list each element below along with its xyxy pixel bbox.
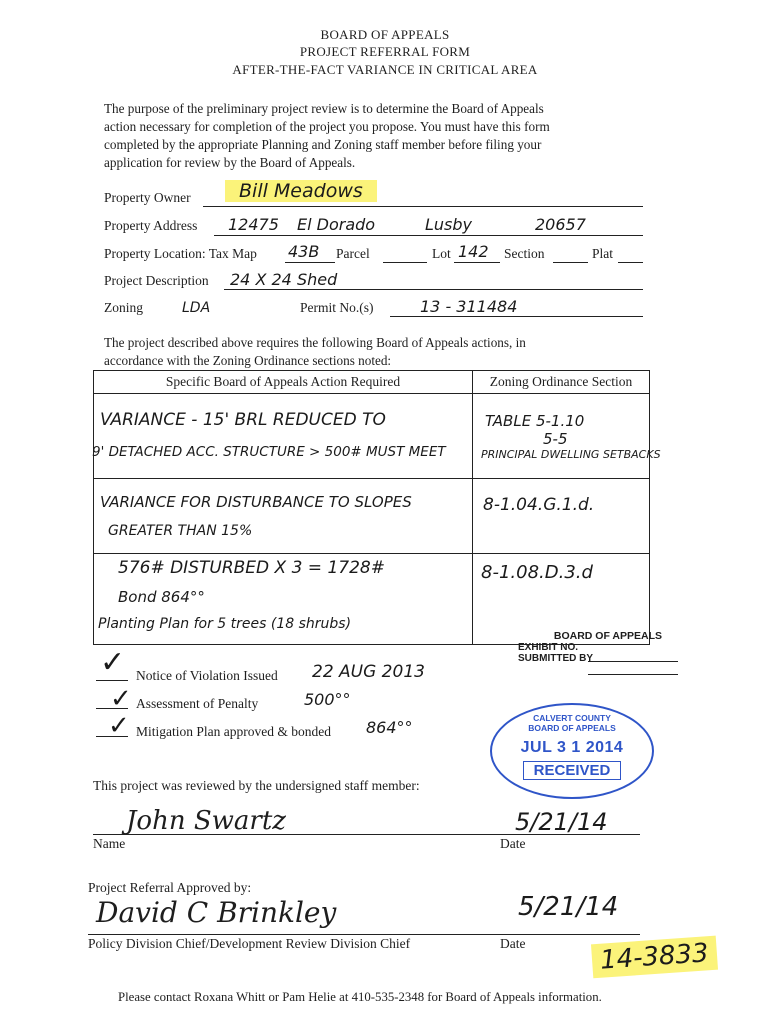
section-text: 8-1.08.D.3.d bbox=[481, 562, 593, 583]
violation-label: Notice of Violation Issued bbox=[136, 668, 278, 683]
requirement-line: The project described above requires the following Board of Appeals actions, in bbox=[104, 335, 526, 350]
received-stamp bbox=[490, 703, 654, 799]
action-text: Bond 864°° bbox=[118, 588, 205, 606]
address-zip: 20657 bbox=[535, 215, 586, 234]
checklist-line bbox=[96, 708, 128, 709]
requirement-line: accordance with the Zoning Ordinance sections noted: bbox=[104, 353, 392, 368]
checkmark-icon: ✓ bbox=[110, 684, 132, 714]
action-cell bbox=[94, 479, 473, 554]
action-text: VARIANCE - 15' BRL REDUCED TO bbox=[100, 410, 386, 430]
section-line bbox=[553, 262, 588, 263]
stamp-submitted: SUBMITTED BY bbox=[518, 653, 593, 664]
table-header-row bbox=[94, 371, 650, 394]
name-label: Name bbox=[93, 836, 126, 851]
name-line bbox=[93, 834, 640, 835]
col-header-section: Zoning Ordinance Section bbox=[473, 371, 650, 394]
tax-map-line bbox=[285, 262, 335, 263]
table-row bbox=[94, 394, 650, 479]
action-cell bbox=[94, 394, 473, 479]
section-text: 5-5 bbox=[543, 430, 568, 448]
penalty-value: 500°° bbox=[304, 690, 351, 709]
description-line bbox=[224, 289, 643, 290]
intro-line: The purpose of the preliminary project review is to determine the Board of Appeals bbox=[104, 101, 544, 116]
owner-value: Bill Meadows bbox=[225, 180, 377, 202]
table-row bbox=[94, 479, 650, 554]
received-label: RECEIVED bbox=[523, 761, 621, 780]
parcel-label: Parcel bbox=[336, 246, 370, 261]
address-city: Lusby bbox=[425, 215, 473, 234]
stamp-exhibit: EXHIBIT NO. bbox=[518, 642, 579, 653]
received-board: BOARD OF APPEALS bbox=[528, 723, 616, 733]
chief-line bbox=[88, 934, 640, 935]
intro-paragraph bbox=[104, 100, 649, 172]
actions-table bbox=[92, 370, 661, 645]
checkmark-icon: ✓ bbox=[108, 711, 130, 741]
section-text: 8-1.04.G.1.d. bbox=[483, 495, 595, 515]
action-text: GREATER THAN 15% bbox=[108, 523, 253, 539]
chief-signature: David C Brinkley bbox=[96, 896, 337, 929]
stamp-title: BOARD OF APPEALS bbox=[553, 630, 662, 642]
intro-line: application for review by the Board of Appeals. bbox=[104, 155, 356, 170]
checklist-line bbox=[96, 736, 128, 737]
owner-label: Property Owner bbox=[104, 190, 191, 205]
description-label: Project Description bbox=[104, 273, 209, 288]
footer-contact: Please contact Roxana Whitt or Pam Helie at 410-535-2348 for Board of Appeals information. bbox=[118, 990, 602, 1004]
penalty-label: Assessment of Penalty bbox=[136, 696, 259, 711]
description-value: 24 X 24 Shed bbox=[230, 270, 338, 289]
action-cell bbox=[94, 554, 473, 645]
permit-label: Permit No.(s) bbox=[300, 300, 374, 315]
exhibit-stamp bbox=[518, 630, 678, 664]
lot-value: 142 bbox=[458, 242, 489, 261]
zoning-value: LDA bbox=[182, 300, 211, 316]
case-number: 14-3833 bbox=[591, 936, 718, 979]
parcel-line bbox=[383, 262, 427, 263]
action-text: 9' DETACHED ACC. STRUCTURE > 500# MUST MEET bbox=[92, 444, 446, 460]
address-line bbox=[214, 235, 643, 236]
review-statement: This project was reviewed by the undersigned staff member: bbox=[93, 778, 420, 793]
checkmark-icon: ✓ bbox=[100, 645, 126, 680]
form-title-line-1: BOARD OF APPEALS bbox=[320, 27, 450, 42]
intro-line: action necessary for completion of the project you propose. You must have this form bbox=[104, 119, 550, 134]
section-text: TABLE 5-1.10 bbox=[485, 412, 585, 430]
lot-line bbox=[454, 262, 500, 263]
staff-signature: John Swartz bbox=[126, 806, 286, 836]
received-date: JUL 3 1 2014 bbox=[520, 739, 624, 756]
stamp-submitted-line bbox=[588, 674, 678, 675]
staff-sign-date: 5/21/14 bbox=[515, 808, 608, 836]
plat-line bbox=[618, 262, 643, 263]
chief-sign-date: 5/21/14 bbox=[518, 892, 619, 922]
zoning-label: Zoning bbox=[104, 300, 143, 315]
chief-label: Policy Division Chief/Development Review Division Chief bbox=[88, 936, 411, 951]
col-header-action: Specific Board of Appeals Action Required bbox=[94, 371, 473, 394]
received-county: CALVERT COUNTY bbox=[533, 713, 611, 723]
section-cell bbox=[473, 394, 661, 479]
section-text: PRINCIPAL DWELLING SETBACKS bbox=[481, 448, 661, 461]
approval-date-label: Date bbox=[500, 936, 526, 951]
permit-value: 13 - 311484 bbox=[420, 297, 518, 316]
action-text: 576# DISTURBED X 3 = 1728# bbox=[118, 558, 385, 578]
checklist-line bbox=[96, 680, 128, 681]
intro-line: completed by the appropriate Planning and Zoning staff member before filing your bbox=[104, 137, 542, 152]
approval-label: Project Referral Approved by: bbox=[88, 880, 252, 895]
action-text: Planting Plan for 5 trees (18 shrubs) bbox=[98, 616, 352, 632]
form-title-line-2: PROJECT REFERRAL FORM bbox=[299, 44, 471, 59]
owner-line bbox=[203, 206, 643, 207]
form-title-line-3: AFTER-THE-FACT VARIANCE IN CRITICAL AREA bbox=[232, 62, 538, 77]
violation-date: 22 AUG 2013 bbox=[312, 662, 425, 682]
location-label: Property Location: Tax Map bbox=[104, 246, 257, 261]
tax-map-value: 43B bbox=[288, 242, 320, 261]
action-text: VARIANCE FOR DISTURBANCE TO SLOPES bbox=[100, 493, 412, 511]
requirement-paragraph bbox=[104, 334, 649, 370]
section-label: Section bbox=[504, 246, 545, 261]
plat-label: Plat bbox=[592, 246, 614, 261]
address-number: 12475 bbox=[228, 215, 279, 234]
date-label: Date bbox=[500, 836, 526, 851]
address-label: Property Address bbox=[104, 218, 198, 233]
stamp-exhibit-line bbox=[588, 661, 678, 662]
permit-line bbox=[390, 316, 643, 317]
mitigation-value: 864°° bbox=[366, 718, 413, 737]
address-street: El Dorado bbox=[297, 215, 376, 234]
section-cell bbox=[473, 479, 650, 554]
mitigation-label: Mitigation Plan approved & bonded bbox=[136, 724, 331, 739]
lot-label: Lot bbox=[432, 246, 451, 261]
